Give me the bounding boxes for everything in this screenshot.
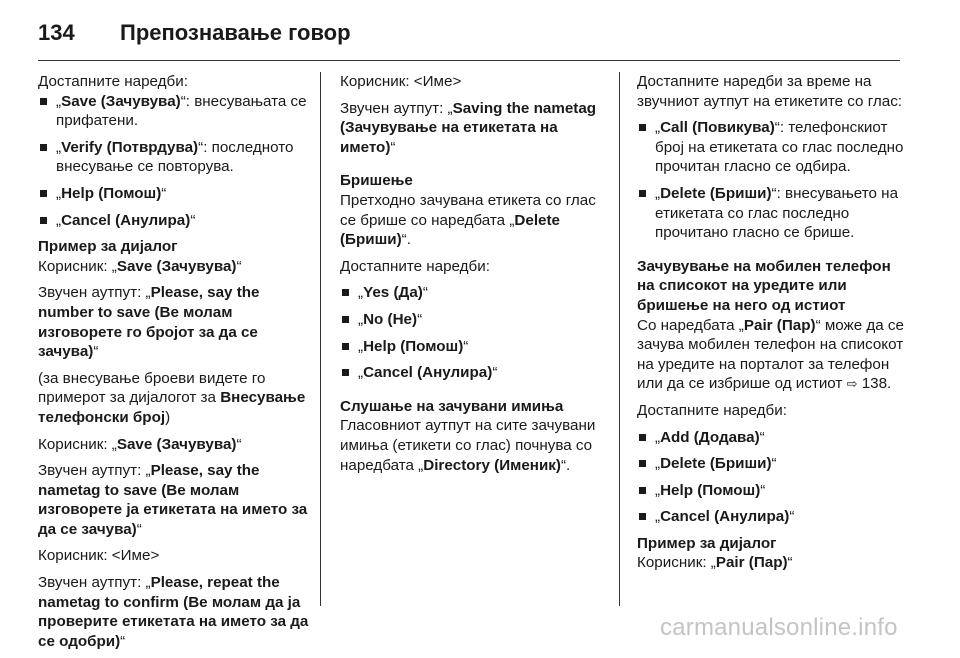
bullet-cancel: „Cancel (Анулира)“ [38,211,310,231]
page-number: 134 [38,20,75,45]
column-divider-2 [619,72,620,606]
dialog-note: (за внесување броеви видете го примерот за дијалогот за Внесување телефонски број) [38,369,306,426]
delete-heading: Бришење [340,172,413,190]
dialog-audio-3: Звучен аутпут: „Please, repeat the nametag to confirm (Ве молам да ја проверите етикетата на името за да се одобри)“ [38,574,309,650]
dialog-audio-4: Звучен аутпут: „Saving the nametag (Зачувување на етикетата на името)“ [340,99,597,156]
dialog-audio-2: Звучен аутпут: „Please, say the nametag to save (Ве молам изговорете ја етикетата на името за да се зачува)“ [38,462,308,538]
bullet-cancel-3: „Cancel (Анулира)“ [637,507,909,527]
column-2 [340,72,612,482]
dialog-user-4: Корисник: <Име> [340,73,462,90]
readout-commands-intro: Достапните наредби за време на звучниот аутпут на етикетите со глас: [637,73,903,110]
bullet-delete-2: „Delete (Бриши)“ [637,454,909,474]
dialog-user-1: Корисник: „Save (Зачувува)“ [38,257,242,275]
mobile-heading: Зачувување на мобилен телефон на списокот на уредите или бришење на него од истиот [637,257,891,314]
column-1 [38,72,310,658]
example-heading: Пример за дијалог [38,238,178,256]
page-header [38,14,900,61]
column-3 [637,72,909,580]
commands-intro: Достапните наредби: [38,73,188,90]
dialog-audio-1: Звучен аутпут: „Please, say the number to save (Ве молам изговорете го бројот за да се зачува)“ [38,284,260,361]
page-reference-arrow-icon: ⇨ [846,376,858,392]
column-divider-1 [320,72,321,606]
commands-intro-2: Достапните наредби: [340,257,490,275]
mobile-text: Со наредбата „Pair (Пар)“ може да се зачува мобилен телефон на списокот на уредите на порталот за телефон или да се избрише од истиот ⇨ 138. [637,316,904,393]
page-title: Препознавање говор [120,20,351,45]
dialog-user-3: Корисник: <Име> [38,547,160,565]
example-heading-2: Пример за дијалог [637,534,777,552]
bullet-delete: „Delete (Бриши)“: внесувањето на етикетата со глас последно прочитано гласно се брише. [637,184,909,243]
bullet-cancel-2: „Cancel (Анулира)“ [340,363,612,383]
watermark: carmanualsonline.info [660,614,898,641]
bullet-add: „Add (Додава)“ [637,428,909,448]
delete-text: Претходно зачувана етикета со глас се брише со наредбата „Delete (Бриши)“. [340,191,596,249]
listen-heading: Слушање на зачувани имиња [340,397,564,415]
bullet-save: „Save (Зачувува)“: внесувањата се прифатени. [38,92,310,131]
bullet-yes: „Yes (Да)“ [340,283,612,303]
dialog-user-2: Корисник: „Save (Зачувува)“ [38,435,242,453]
bullet-no: „No (Не)“ [340,310,612,330]
bullet-verify: „Verify (Потврдува)“: последното внесување се повторува. [38,138,310,177]
bullet-help-2: „Help (Помош)“ [340,337,612,357]
commands-intro-3: Достапните наредби: [637,401,787,419]
bullet-call: „Call (Повикува)“: телефонскиот број на етикетата со глас последно прочитан гласно се одбира. [637,118,909,177]
listen-text: Гласовниот аутпут на сите зачувани имиња (етикети со глас) почнува со наредбата „Directory (Именик)“. [340,417,596,474]
bullet-help-3: „Help (Помош)“ [637,481,909,501]
bullet-help: „Help (Помош)“ [38,184,310,204]
dialog-user-pair: Корисник: „Pair (Пар)“ [637,554,793,572]
